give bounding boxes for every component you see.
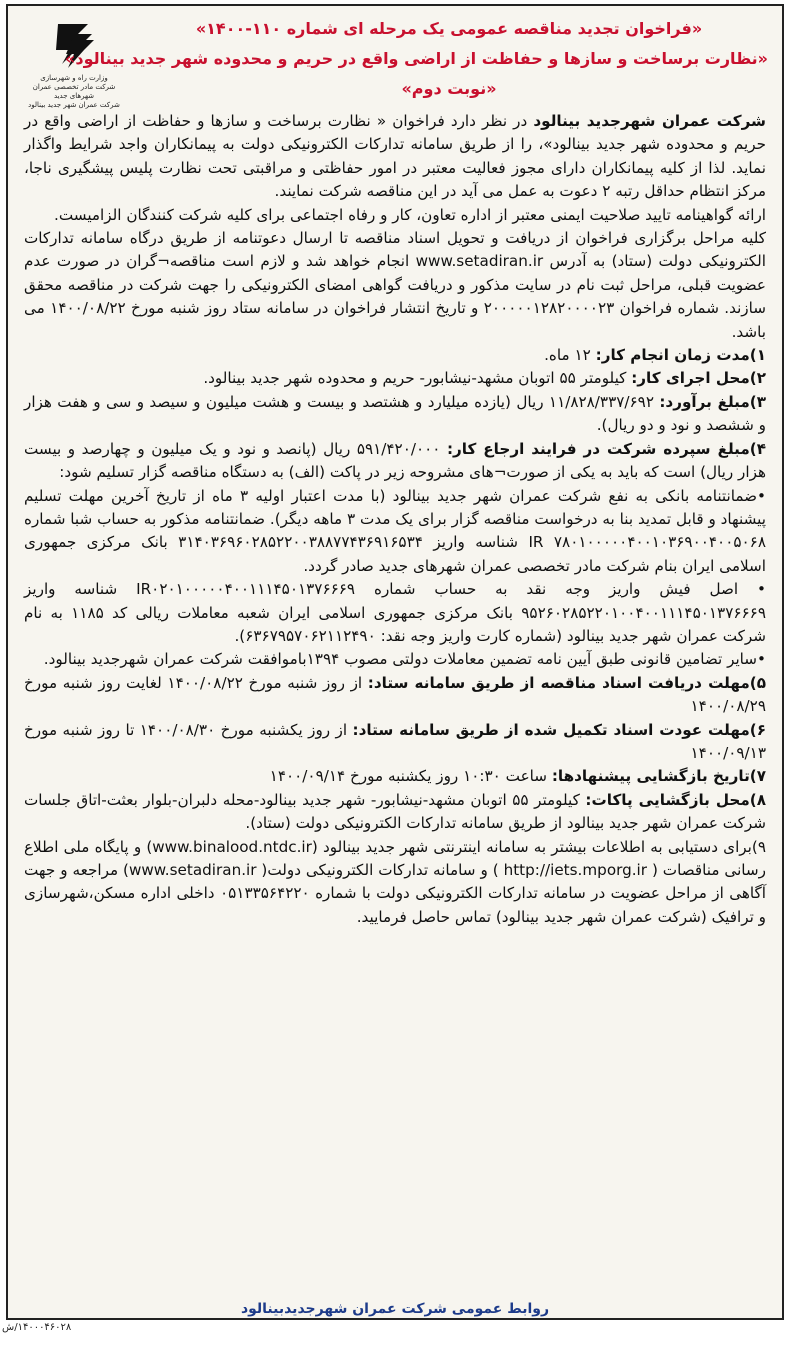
item-estimate-label: ۳)مبلغ برآورد: xyxy=(659,392,766,411)
header-title: «فراخوان تجدید مناقصه عمومی یک مرحله ای شماره ۱۱۰-۱۴۰۰» xyxy=(195,19,703,38)
item-opening-date xyxy=(24,765,766,788)
intro-text: در نظر دارد فراخوان « نظارت برساخت و سازها و حفاظت از اراضی واقع در حریم و محدوده شهر جدید بینالود»، را از طریق سامانه تدارکات الکترونیکی دولت به پیمانکاران واجد شرایط واگذار نماید. لذا از کلیه پیمانکاران دارای مجوز فعالیت معتبر در امور حفاظتی و مراقبتی تحت نظارت پلیس پیشگیری ناجا، مرکز انتظام حداقل رتبه ۲ دعوت به عمل می آید در این مناقصه شرکت نمایند. xyxy=(24,112,766,201)
item-document-receipt-text: از روز شنبه مورخ ۱۴۰۰/۰۸/۲۲ لغایت روز شنبه مورخ ۱۴۰۰/۰۸/۲۹ xyxy=(24,673,766,716)
item-location-text: کیلومتر ۵۵ اتوبان مشهد-نیشابور- حریم و محدوده شهر جدید بینالود. xyxy=(203,369,632,388)
item-location xyxy=(24,367,766,390)
item-estimate xyxy=(24,391,766,438)
notice-body xyxy=(24,110,766,929)
item-document-return-label: ۶)مهلت عودت اسناد تکمیل شده از طریق سامانه ستاد: xyxy=(352,720,766,739)
item-opening-date-label: ۷)تاریخ بازگشایی پیشنهادها: xyxy=(551,767,766,786)
procedure-paragraph xyxy=(24,227,766,344)
intro-paragraph xyxy=(24,110,766,204)
item-estimate-text: ۱۱/۸۲۸/۳۳۷/۶۹۲ ریال (یازده میلیارد و هشتصد و بیست و هشت میلیون و سیصد و سی و هفت هزار و ششصد و نود و دو ریال). xyxy=(24,392,766,435)
safety-certificate-paragraph: ارائه گواهینامه تایید صلاحیت ایمنی معتبر از اداره تعاون، کار و رفاه اجتماعی برای کلیه شرکت کنندگان الزامیست. xyxy=(54,205,766,224)
notice-code: ۱۴۰۰۰۴۶۰۲۸/ش xyxy=(2,1322,72,1333)
item-duration-text: ۱۲ ماه. xyxy=(544,346,596,365)
item-location-label: ۲)محل اجرای کار: xyxy=(631,369,766,388)
header-subject: «نظارت برساخت و سازها و حفاظت از اراضی واقع در حریم و محدوده شهر جدید بینالود» xyxy=(65,49,768,68)
item-duration xyxy=(24,344,766,367)
notice-frame xyxy=(6,4,784,1320)
bullet-bank-guarantee: •ضمانتنامه بانکی به نفع شرکت عمران شهر جدید بینالود (با مدت اعتبار اولیه ۳ ماه از تاریخ آخرین مهلت تسلیم پیشنهاد و قابل تمدید بنا به درخواست مناقصه گزار برای یک مدت ۳ ماهه دیگر). ضمانتنامه مذکور به حساب شبا شماره IR ۷۸۰۱۰۰۰۰۰۴۰۰۱۰۳۶۹۰۰۴۰۰۵۰۶۸ شناسه واریز ۳۱۴۰۳۶۹۶۰۲۸۵۲۲۰۰۳۸۸۷۷۴۳۶۹۱۶۵۳۴ بانک مرکزی جمهوری اسلامی ایران بنام شرکت مادر تخصصی عمران شهرهای جدید صادر گردد. xyxy=(24,486,766,575)
item-document-return-text: از روز یکشنبه مورخ ۱۴۰۰/۰۸/۳۰ تا روز شنبه مورخ ۱۴۰۰/۰۹/۱۳ xyxy=(24,720,766,762)
item-document-return xyxy=(24,719,766,766)
bullet-other-guarantees: •سایر تضامین قانونی طبق آیین نامه تضمین معاملات دولتی مصوب ۱۳۹۴باموافقت شرکت عمران شهرجدید بینالود. xyxy=(43,650,766,669)
item-opening-place-label: ۸)محل بازگشایی پاکات: xyxy=(585,790,766,809)
header-round: «نوبت دوم» xyxy=(401,79,497,98)
item-deposit xyxy=(24,438,766,485)
company-name: شرکت عمران شهرجدید بینالود xyxy=(533,112,766,130)
item-deposit-text: ۵۹۱/۴۲۰/۰۰۰ ریال (پانصد و نود و یک میلیون و چهارصد و بیست هزار ریال) است که باید به یکی از صورت¬های مشروحه زیر در پاکت (الف) به دستگاه مناقصه گزار تسلیم شود: xyxy=(24,439,766,482)
logo-caption-ministry: وزارت راه و شهرسازی xyxy=(40,74,108,82)
item-opening-date-text: ساعت ۱۰:۳۰ روز یکشنبه مورخ ۱۴۰۰/۰۹/۱۴ xyxy=(269,767,552,786)
setad-url: www.setadiran.ir xyxy=(415,252,544,271)
item-deposit-label: ۴)مبلغ سپرده شرکت در فرایند ارجاع کار: xyxy=(446,439,766,458)
item-document-receipt-label: ۵)مهلت دریافت اسناد مناقصه از طریق سامانه ستاد: xyxy=(367,673,766,692)
bullet-cash-deposit: • اصل فیش واریز وجه نقد به حساب شماره IR۰۲۰۱۰۰۰۰۰۴۰۰۱۱۱۴۵۰۱۳۷۶۶۶۹ شناسه واریز ۹۵۲۶۰۲۸۵۲۲۰۱۰۰۴۰۰۱۱۱۴۵۰۱۳۷۶۶۶۹ بانک مرکزی جمهوری اسلامی ایران شعبه معاملات ریالی کد ۱۱۸۵ به نام شرکت عمران شهر جدید بینالود (شماره کارت واریز وجه نقد: ۶۳۶۷۹۵۷۰۶۲۱۱۲۴۹۰). xyxy=(24,580,766,645)
logo-caption-parent: شرکت مادر تخصصی عمران شهرهای جدید xyxy=(32,83,116,100)
procedure-text-end: انجام خواهد شد و لازم است مناقصه¬گران در صورت عدم عضویت قبلی، مراحل ثبت نام در سایت مذکور و دریافت گواهی امضای الکترونیکی را جهت شرکت در مناقصه محقق سازند. شماره فراخوان ۲۰۰۰۰۰۱۲۸۲۰۰۰۰۲۳ و تاریخ انتشار فراخوان در سامانه ستاد روز شنبه مورخ ۱۴۰۰/۰۸/۲۲ می باشد. xyxy=(24,252,766,341)
item-contact-info: ۹)برای دستیابی به اطلاعات بیشتر به سامانه اینترنتی شهر جدید بینالود (www.binalood.ntdc.ir) و پایگاه ملی اطلاع رسانی مناقصات ( http://iets.mporg.ir ) و سامانه تدارکات الکترونیکی دولت( www.setadiran.ir) مراجعه و جهت آگاهی از مراحل عضویت در سامانه تدارکات الکترونیکی دولت با شماره ۰۵۱۳۳۵۶۴۲۲۰ داخلی اداره مسکن،شهرسازی و ترافیک (شرکت عمران شهر جدید بینالود) تماس حاصل فرمایید. xyxy=(24,837,767,926)
public-relations-signature: روابط عمومی شرکت عمران شهرجدیدبینالود xyxy=(240,1301,550,1317)
item-duration-label: ۱)مدت زمان انجام کار: xyxy=(595,346,766,365)
item-document-receipt xyxy=(24,672,766,719)
item-opening-place xyxy=(24,789,766,836)
item-opening-place-text: کیلومتر ۵۵ اتوبان مشهد-نیشابور- شهر جدید بینالود-محله دلبران-بلوار بعثت-اتاق جلسات شرکت عمران شهر جدید بینالود از طریق سامانه تدارکات الکترونیکی دولت (ستاد). xyxy=(24,790,766,833)
logo-caption-company: شرکت عمران شهر جدید بینالود xyxy=(28,101,120,109)
procedure-text-start: کلیه مراحل برگزاری فراخوان از دریافت و تحویل اسناد مناقصه تا ارسال دعوتنامه از طریق درگاه سامانه تدارکات الکترونیکی دولت (ستاد) به آدرس xyxy=(24,229,766,271)
